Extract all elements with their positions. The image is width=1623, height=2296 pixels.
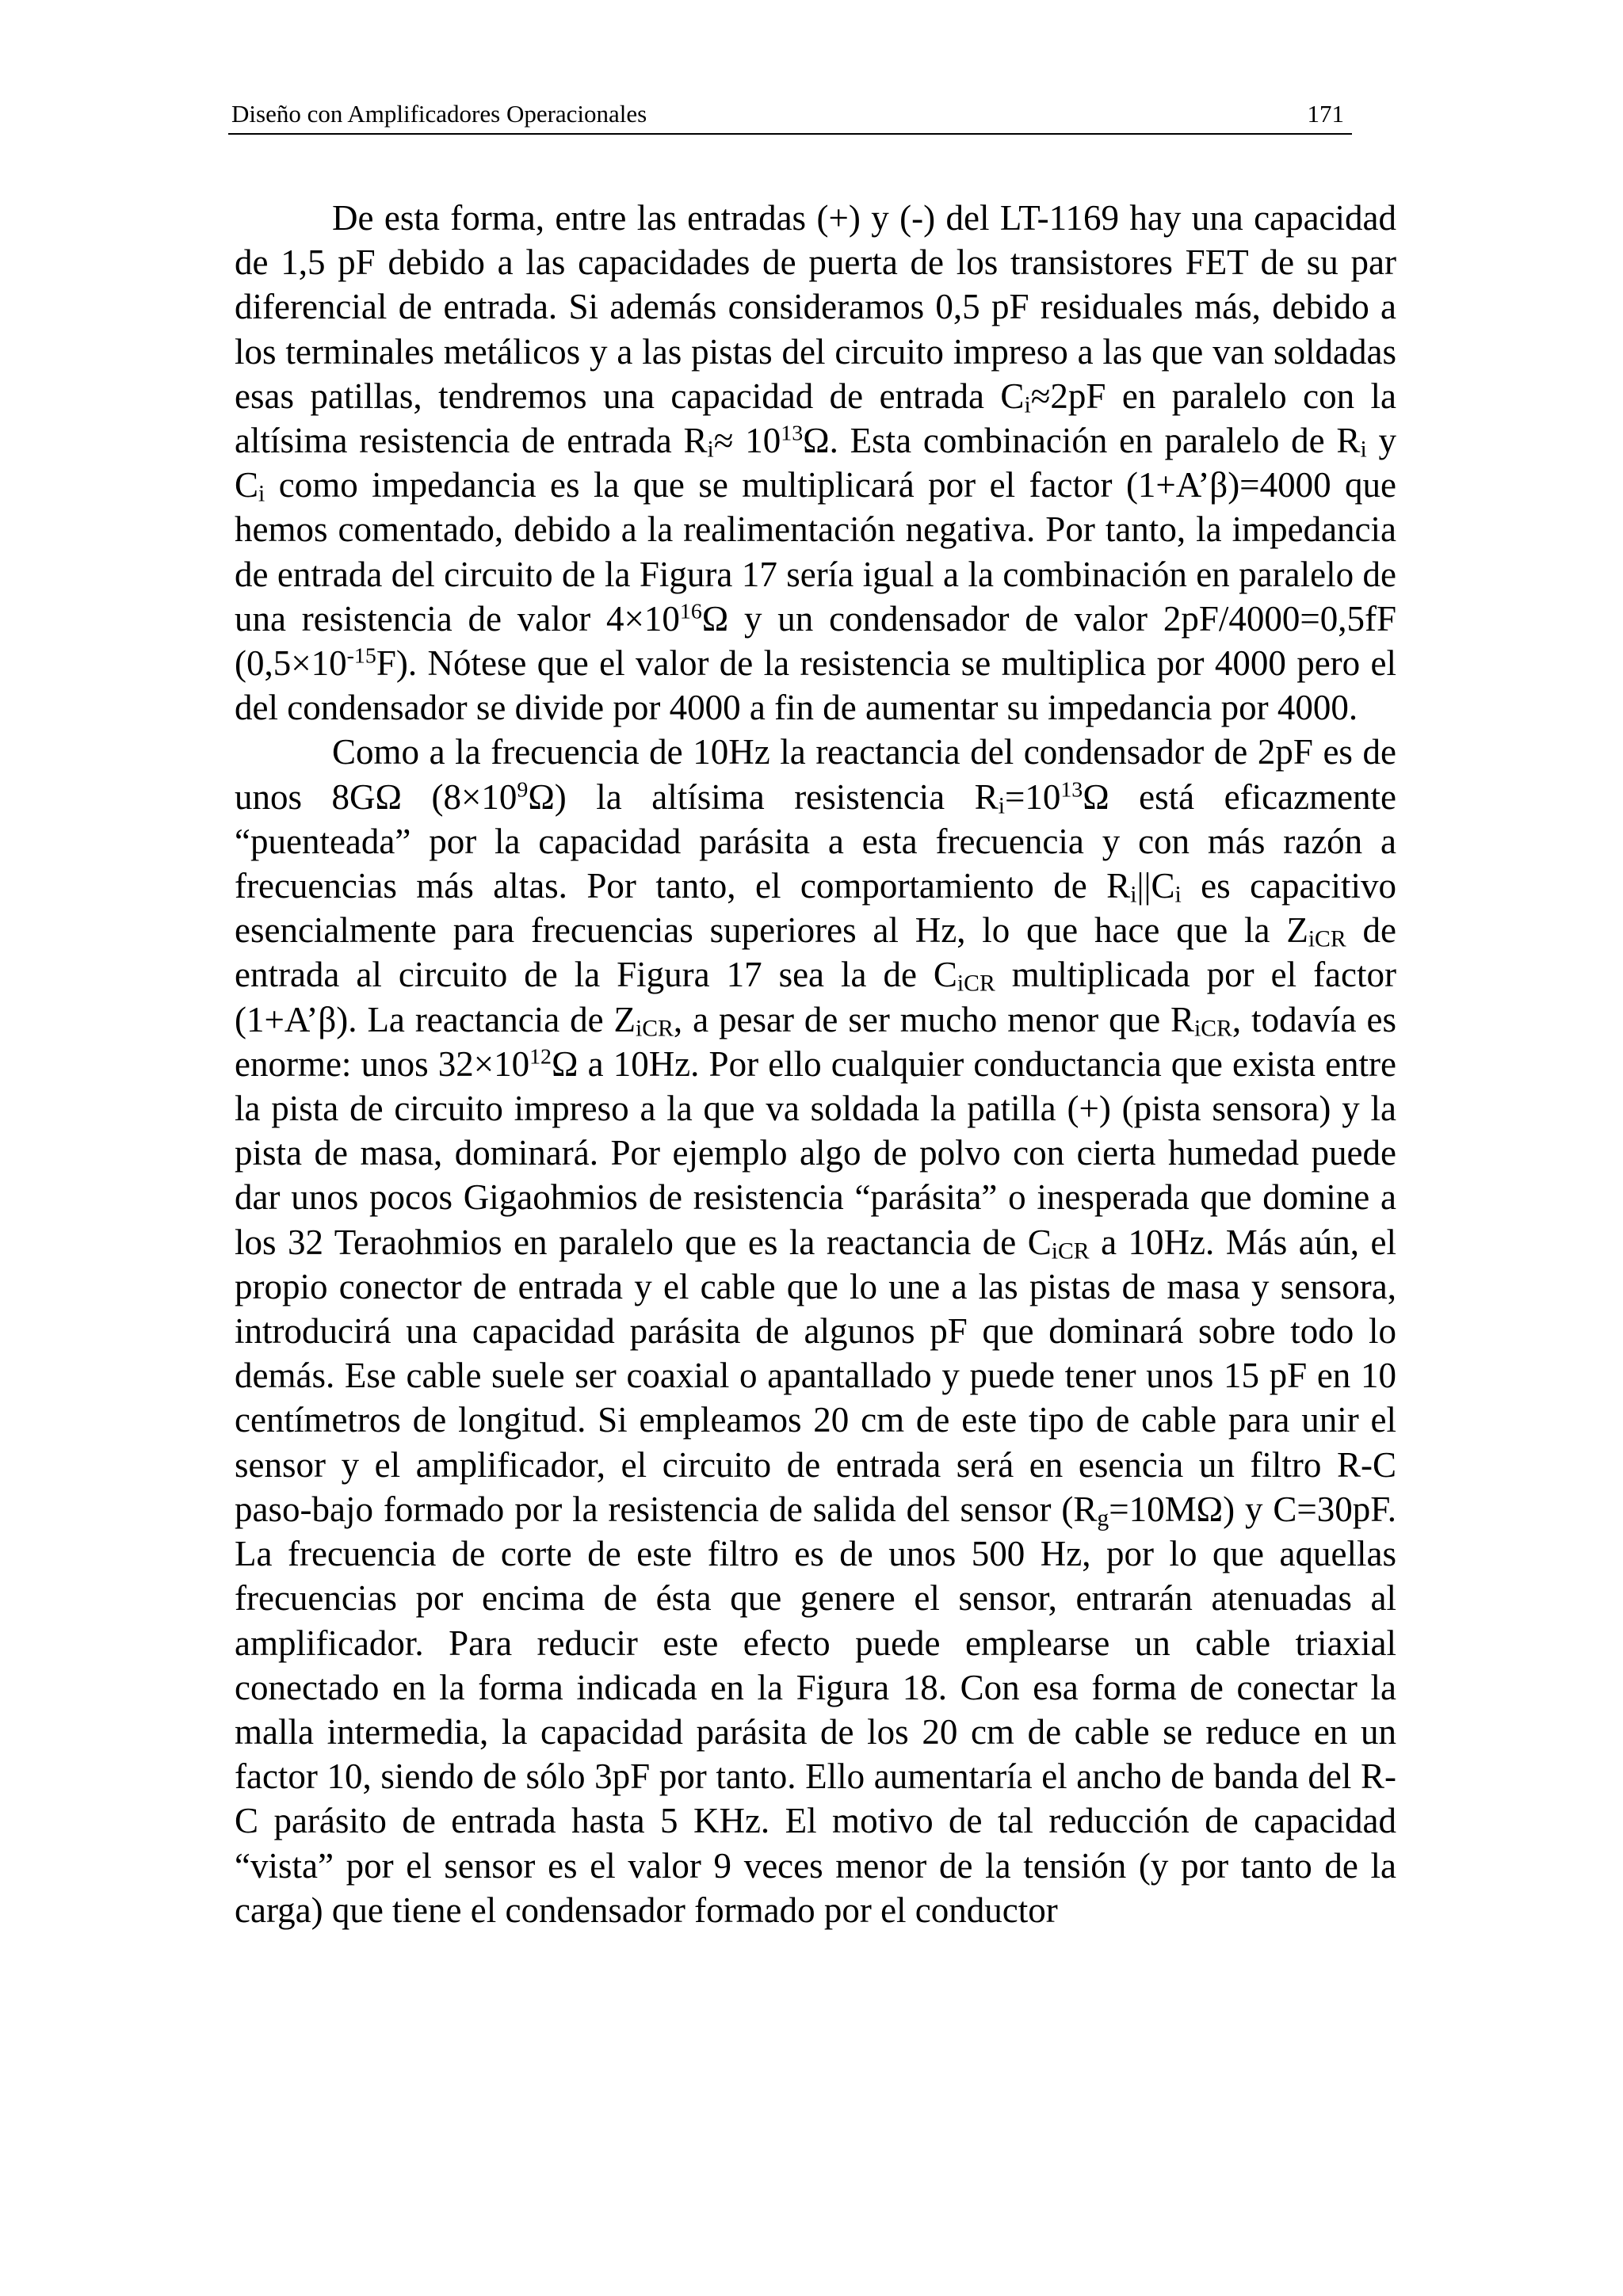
text-run: , todavía es enorme: unos 32×10 (235, 999, 1396, 1084)
subscript: g (1097, 1505, 1109, 1531)
text-run: , a pesar de ser mucho menor que R (673, 999, 1195, 1039)
subscript: i (1174, 882, 1182, 908)
subscript: iCR (1194, 1016, 1232, 1041)
text-run: y C (235, 421, 1397, 505)
superscript: -15 (346, 643, 376, 669)
text-run: a 10Hz. Más aún, el propio conector de entrada y el cable que lo une a las pistas de masa y sensora, introducirá una capacidad parásita de algunos pF que dominará sobre todo lo demás. Ese cable suele ser coaxial o apantallado y puede tener unos 15 pF en 10 centímetros de longitud. Si empleamos 20 cm de este tipo de cable para unir el sensor y el amplificador, el circuito de entrada será en esencia un filtro R-C paso-bajo formado por la resistencia de salida del sensor (R (235, 1222, 1396, 1529)
text-run: ≈ 10 (713, 421, 781, 461)
superscript: 16 (679, 599, 702, 624)
text-run: F). Nótese que el valor de la resistencia se multiplica por 4000 pero el del condensador se divide por 4000 a fin de aumentar su impedancia por 4000. (235, 643, 1396, 728)
subscript: i (707, 437, 714, 463)
subscript: iCR (636, 1016, 674, 1041)
text-run: Ω y un condensador de valor 2pF/4000=0,5fF (0,5×10 (235, 598, 1396, 684)
text-run: es capacitivo esencialmente para frecuencias superiores al Hz, lo que hace que la Z (235, 866, 1396, 951)
subscript: i (258, 481, 265, 507)
running-title: Diseño con Amplificadores Operacionales (231, 100, 647, 128)
subscript: i (1130, 882, 1137, 908)
paragraph-2 (235, 730, 1396, 1932)
text-run: como impedancia es la que se multiplicará por el factor (1+A’β)=4000 que hemos comentado, debido a la realimentación negativa. Por tanto, la impedancia de entrada del circuito de la Figura 17 sería igual a la combinación en paralelo de una resistencia de valor 4×10 (235, 465, 1396, 639)
subscript: iCR (1308, 926, 1346, 952)
text-run: =10MΩ) y C=30pF. La frecuencia de corte de este filtro es de unos 500 Hz, por lo que aquellas frecuencias por encima de ésta que genere el sensor, entrarán atenuadas al amplificador. Para reducir este efecto puede emplearse un cable triaxial conectado en la forma indicada en la Figura 18. Con esa forma de conectar la malla intermedia, la capacidad parásita de los 20 cm de cable se reduce en un factor 10, siendo de sólo 3pF por tanto. Ello aumentaría el ancho de banda del R-C parásito de entrada hasta 5 KHz. El motivo de tal reducción de capacidad “vista” por el sensor es el valor 9 veces menor de la tensión (y por tanto de la carga) que tiene el condensador formado por el conductor (235, 1489, 1396, 1930)
text-run: Ω) la altísima resistencia R (528, 776, 999, 817)
text-run: Como a la frecuencia de 10Hz la reactancia del condensador de 2pF es de unos 8GΩ (8×10 (235, 732, 1396, 817)
body-text (235, 196, 1396, 1932)
subscript: iCR (957, 971, 995, 997)
superscript: 9 (517, 777, 529, 803)
text-run: Ω. Esta combinación en paralelo de R (803, 421, 1361, 461)
paragraph-1 (235, 196, 1396, 730)
superscript: 13 (1060, 777, 1083, 803)
text-run: Ω a 10Hz. Por ello cualquier conductancia que exista entre la pista de circuito impreso a la que va soldada la patilla (+) (pista sensora) y la pista de masa, dominará. Por ejemplo algo de polvo con cierta humedad puede dar unos pocos Gigaohmios de resistencia “parásita” o inesperada que domine a los 32 Teraohmios en paralelo que es la reactancia de C (235, 1043, 1397, 1262)
text-run: =10 (1004, 776, 1061, 817)
subscript: i (1024, 392, 1031, 418)
text-run: De esta forma, entre las entradas (+) y (-) del LT-1169 hay una capacidad de 1,5 pF debido a las capacidades de puerta de los transistores FET de su par diferencial de entrada. Si además consideramos 0,5 pF residuales más, debido a los terminales metálicos y a las pistas del circuito impreso a las que van soldadas esas patillas, tendremos una capacidad de entrada C (235, 198, 1396, 416)
subscript: i (998, 792, 1005, 818)
page-number: 171 (1307, 100, 1344, 128)
subscript: i (1360, 437, 1367, 463)
text-run: multiplicada por el factor (1+A’β). La reactancia de Z (235, 955, 1396, 1039)
text-run: de entrada al circuito de la Figura 17 sea la de C (235, 910, 1396, 995)
superscript: 13 (781, 421, 804, 446)
text-run: ||C (1136, 866, 1175, 906)
subscript: iCR (1051, 1238, 1090, 1264)
page-header (228, 95, 1352, 135)
text-run: ≈2pF en paralelo con la altísima resistencia de entrada R (235, 376, 1396, 461)
superscript: 12 (529, 1044, 552, 1070)
text-run: Ω está eficazmente “puenteada” por la capacidad parásita a esta frecuencia y con más razón a frecuencias más altas. Por tanto, el comportamiento de R (235, 776, 1396, 906)
